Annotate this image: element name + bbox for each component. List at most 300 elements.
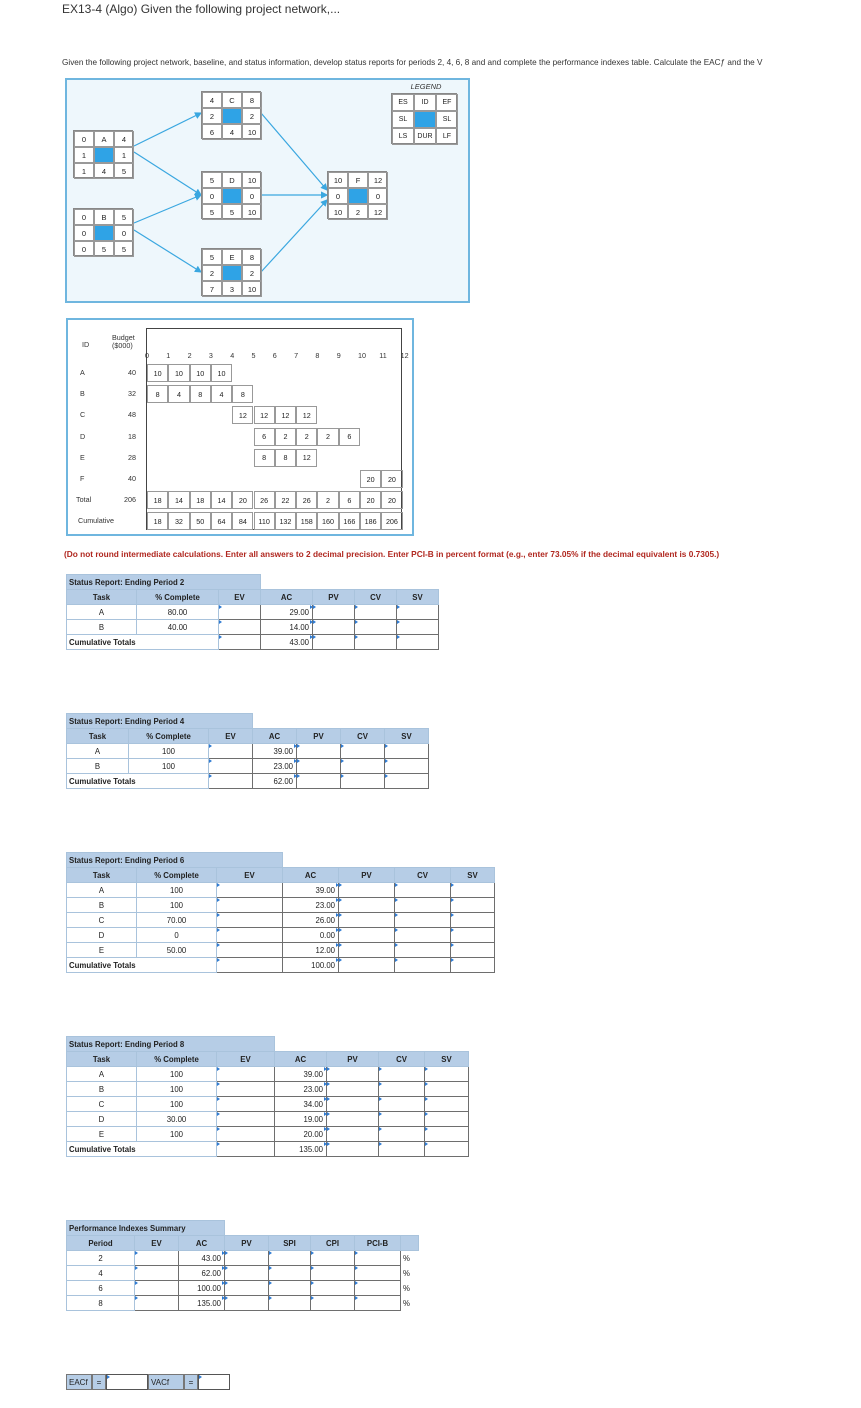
pv-input[interactable] [327, 1127, 379, 1142]
ev-input[interactable] [217, 1127, 275, 1142]
sv-input[interactable] [385, 744, 429, 759]
status-report-caption: Status Report: Ending Period 2 [67, 575, 261, 590]
node-center-swatch [348, 188, 368, 204]
legend-cell: EF [436, 94, 458, 111]
cv-input[interactable] [379, 1127, 425, 1142]
cumulative-cell: 158 [296, 512, 317, 530]
node-cell: 12 [368, 172, 388, 188]
period-tick: 6 [272, 351, 277, 360]
sv-input[interactable] [425, 1127, 469, 1142]
node-center-swatch [94, 147, 114, 163]
sv-input[interactable] [425, 1082, 469, 1097]
cv-input[interactable] [341, 744, 385, 759]
network-node-f [327, 171, 387, 219]
task-id: A [67, 605, 137, 620]
percent-sign: % [403, 1268, 410, 1278]
period-tick: 10 [358, 351, 366, 360]
column-header-pv: PV [225, 1236, 269, 1251]
pcib-input[interactable] [355, 1281, 401, 1296]
node-cell: 4 [222, 124, 242, 140]
node-cell: 5 [202, 204, 222, 220]
task-id: B [67, 898, 137, 913]
total-ac-value: 43.00 [261, 635, 313, 650]
budget-cell: 12 [296, 406, 317, 424]
node-cell: 8 [242, 249, 262, 265]
node-center-swatch [94, 225, 114, 241]
cumulative-cell: 186 [360, 512, 381, 530]
column-header-pcib: PCI-B [355, 1236, 401, 1251]
ac-value: 43.00 [179, 1251, 225, 1266]
percent-complete: 100 [129, 759, 209, 774]
legend-title: LEGEND [410, 82, 442, 91]
node-cell: D [222, 172, 242, 188]
node-cell: 8 [242, 92, 262, 108]
column-header-sv: SV [425, 1052, 469, 1067]
node-cell: 0 [74, 225, 94, 241]
percent-complete: 100 [137, 1097, 217, 1112]
spi-input[interactable] [269, 1251, 311, 1266]
ac-value: 23.00 [275, 1082, 327, 1097]
budget-cell: 8 [232, 385, 253, 403]
arrow-b-e [134, 230, 201, 272]
sv-input[interactable] [425, 1097, 469, 1112]
node-cell: 4 [114, 131, 134, 147]
period-tick: 5 [251, 351, 256, 360]
cumulative-cell: 110 [254, 512, 275, 530]
budget-row-amount: 40 [128, 368, 136, 377]
project-network-diagram [65, 78, 470, 303]
cv-input[interactable] [379, 1112, 425, 1127]
cv-input[interactable] [395, 883, 451, 898]
task-id: D [67, 1112, 137, 1127]
ac-value: 135.00 [179, 1296, 225, 1311]
budget-row-amount: 32 [128, 389, 136, 399]
period-tick: 7 [294, 351, 299, 360]
cumulative-totals-label: Cumulative Totals [67, 635, 219, 650]
node-cell: 6 [202, 124, 222, 140]
percent-sign: % [403, 1253, 410, 1263]
period-tick: 4 [230, 351, 235, 360]
column-header-pv: PV [327, 1052, 379, 1067]
node-cell: 2 [202, 265, 222, 281]
column-header-ac: AC [179, 1236, 225, 1251]
spi-input[interactable] [269, 1266, 311, 1281]
node-cell: A [94, 131, 114, 147]
instructions-note: (Do not round intermediate calculations. Enter all answers to 2 decimal precision. Enter PCI-B in percent format (e.g., enter 73.05% if the decimal equivalent is 0.7305.) [64, 549, 720, 559]
arrow-e-f [261, 200, 327, 272]
percent-complete: 50.00 [137, 943, 217, 958]
pv-input[interactable] [313, 620, 355, 635]
cpi-input[interactable] [311, 1266, 355, 1281]
ac-value: 26.00 [283, 913, 339, 928]
column-header-cpi: CPI [311, 1236, 355, 1251]
status-report-caption: Status Report: Ending Period 6 [67, 853, 283, 868]
total-sv-input[interactable] [397, 635, 439, 650]
sv-input[interactable] [451, 898, 495, 913]
spi-input[interactable] [269, 1296, 311, 1311]
total-pv-input[interactable] [297, 774, 341, 789]
budget-row-amount: 48 [128, 410, 136, 420]
node-cell: 5 [202, 249, 222, 265]
task-id: B [67, 759, 129, 774]
table-row [67, 744, 429, 759]
column-header-period: Period [67, 1236, 135, 1251]
network-node-d [201, 171, 261, 219]
node-cell: F [348, 172, 368, 188]
sv-input[interactable] [451, 913, 495, 928]
ev-input[interactable] [217, 1067, 275, 1082]
total-cv-input[interactable] [341, 774, 385, 789]
table-row [67, 1251, 419, 1266]
ac-value: 20.00 [275, 1127, 327, 1142]
ev-input[interactable] [217, 883, 283, 898]
pv-input[interactable] [225, 1251, 269, 1266]
pv-input[interactable] [313, 605, 355, 620]
budget-row-id: Total [76, 495, 92, 505]
cpi-input[interactable] [311, 1296, 355, 1311]
node-cell: B [94, 209, 114, 225]
column-header-pct: % Complete [137, 868, 217, 883]
cv-input[interactable] [355, 620, 397, 635]
budget-amount-header: Budget ($000) [112, 333, 135, 350]
total-sv-input[interactable] [425, 1142, 469, 1157]
sv-input[interactable] [451, 943, 495, 958]
total-ev-input[interactable] [209, 774, 253, 789]
total-sv-input[interactable] [451, 958, 495, 973]
node-cell: 5 [114, 241, 134, 257]
percent-complete: 100 [137, 1127, 217, 1142]
budget-id-header: ID [82, 340, 90, 349]
status-report-period-2 [66, 574, 439, 650]
table-row [67, 1112, 469, 1127]
percent-complete: 100 [137, 1067, 217, 1082]
budget-cell: 22 [275, 491, 296, 509]
period-value: 8 [67, 1296, 135, 1311]
ev-input[interactable] [219, 620, 261, 635]
budget-cell: 8 [275, 449, 296, 467]
node-cell: 10 [242, 124, 262, 140]
percent-complete: 30.00 [137, 1112, 217, 1127]
period-tick: 12 [400, 351, 409, 360]
budget-cell: 8 [190, 385, 211, 403]
budget-cell: 14 [211, 491, 232, 509]
ev-input[interactable] [135, 1251, 179, 1266]
arrow-c-f [261, 113, 327, 190]
cumulative-totals-label: Cumulative Totals [67, 774, 209, 789]
period-value: 4 [67, 1266, 135, 1281]
cv-input[interactable] [379, 1097, 425, 1112]
performance-caption: Performance Indexes Summary [67, 1221, 225, 1236]
budget-cell: 2 [275, 428, 296, 446]
pv-input[interactable] [327, 1067, 379, 1082]
pv-input[interactable] [327, 1082, 379, 1097]
total-ev-input[interactable] [217, 1142, 275, 1157]
period-tick: 2 [187, 351, 192, 360]
column-header-sv: SV [385, 729, 429, 744]
budget-cell: 6 [339, 491, 360, 509]
column-header-task: Task [67, 729, 129, 744]
cumulative-cell: 32 [168, 512, 189, 530]
legend-cell: LF [436, 128, 458, 145]
column-header-ac: AC [261, 590, 313, 605]
cpi-input[interactable] [311, 1281, 355, 1296]
network-node-c [201, 91, 261, 139]
pv-input[interactable] [339, 883, 395, 898]
budget-row-id: F [80, 474, 85, 483]
column-header-spi: SPI [269, 1236, 311, 1251]
period-tick: 11 [379, 351, 387, 360]
node-cell: 1 [114, 147, 134, 163]
budget-cell: 8 [254, 449, 275, 467]
pv-input[interactable] [327, 1112, 379, 1127]
status-report-period-8 [66, 1036, 469, 1157]
percent-sign: % [403, 1298, 410, 1308]
arrow-a-c [134, 113, 201, 146]
sv-input[interactable] [397, 605, 439, 620]
sv-input[interactable] [385, 759, 429, 774]
ev-input[interactable] [219, 605, 261, 620]
cpi-input[interactable] [311, 1251, 355, 1266]
pv-input[interactable] [339, 913, 395, 928]
pv-input[interactable] [297, 759, 341, 774]
total-ev-input[interactable] [219, 635, 261, 650]
table-row [67, 1067, 469, 1082]
task-id: C [67, 1097, 137, 1112]
cumulative-cell: 166 [339, 512, 360, 530]
task-id: A [67, 883, 137, 898]
ev-input[interactable] [209, 744, 253, 759]
period-tick: 3 [208, 351, 213, 360]
task-id: A [67, 744, 129, 759]
ac-value: 39.00 [283, 883, 339, 898]
node-cell: 5 [94, 241, 114, 257]
node-cell: 5 [114, 163, 134, 179]
pcib-input[interactable] [355, 1266, 401, 1281]
task-id: E [67, 943, 137, 958]
budget-cell: 26 [296, 491, 317, 509]
problem-instructions: Given the following project network, baseline, and status information, develop status reports for periods 2, 4, 6, 8 and and complete the performance indexes table. Calculate the EACƒ and the V [62, 58, 763, 67]
budget-cell: 18 [190, 491, 211, 509]
cv-input[interactable] [355, 605, 397, 620]
column-header-pct: % Complete [129, 729, 209, 744]
sv-input[interactable] [425, 1067, 469, 1082]
eac-input[interactable] [106, 1374, 148, 1390]
ev-input[interactable] [209, 759, 253, 774]
cv-input[interactable] [341, 759, 385, 774]
budget-cell: 2 [317, 491, 338, 509]
cumulative-cell: 50 [190, 512, 211, 530]
percent-complete: 70.00 [137, 913, 217, 928]
ev-input[interactable] [217, 928, 283, 943]
node-cell: 3 [222, 281, 242, 297]
sv-input[interactable] [451, 928, 495, 943]
period-tick: 8 [315, 351, 320, 360]
table-row [67, 928, 495, 943]
eac-equals: = [92, 1374, 106, 1390]
ev-input[interactable] [217, 898, 283, 913]
status-report-period-4 [66, 713, 429, 789]
vac-input[interactable] [198, 1374, 230, 1390]
period-tick: 0 [145, 351, 149, 360]
column-header-ev: EV [209, 729, 253, 744]
budget-cell: 8 [147, 385, 168, 403]
budget-cell: 20 [360, 470, 381, 488]
pv-input[interactable] [339, 943, 395, 958]
total-cv-input[interactable] [355, 635, 397, 650]
legend-cell: ES [392, 94, 414, 111]
ev-input[interactable] [217, 1082, 275, 1097]
task-id: B [67, 620, 137, 635]
pv-input[interactable] [327, 1097, 379, 1112]
total-pv-input[interactable] [313, 635, 355, 650]
budget-cell: 14 [168, 491, 189, 509]
column-header-ac: AC [253, 729, 297, 744]
column-header-ev: EV [219, 590, 261, 605]
node-cell: 10 [328, 204, 348, 220]
percent-complete: 40.00 [137, 620, 219, 635]
column-header-pct: % Complete [137, 1052, 217, 1067]
budget-row-amount: 206 [124, 495, 136, 505]
legend [391, 82, 461, 144]
pv-input[interactable] [225, 1281, 269, 1296]
pv-input[interactable] [225, 1266, 269, 1281]
pv-input[interactable] [339, 898, 395, 913]
percent-sign: % [403, 1283, 410, 1293]
task-id: A [67, 1067, 137, 1082]
cv-input[interactable] [379, 1082, 425, 1097]
budget-row-id: B [80, 389, 85, 399]
node-cell: 10 [328, 172, 348, 188]
task-id: C [67, 913, 137, 928]
total-ev-input[interactable] [217, 958, 283, 973]
pv-input[interactable] [339, 928, 395, 943]
cumulative-label: Cumulative [78, 516, 114, 526]
column-header-ev: EV [135, 1236, 179, 1251]
cv-input[interactable] [395, 928, 451, 943]
legend-cell: DUR [414, 128, 436, 145]
cv-input[interactable] [395, 898, 451, 913]
budget-row-amount: 18 [128, 431, 136, 441]
column-header-ac: AC [283, 868, 339, 883]
table-row [67, 1296, 419, 1311]
budget-cell: 20 [360, 491, 381, 509]
cumulative-totals-label: Cumulative Totals [67, 1142, 217, 1157]
ev-input[interactable] [217, 1112, 275, 1127]
budget-row-id: C [80, 410, 86, 420]
spi-input[interactable] [269, 1281, 311, 1296]
node-cell: E [222, 249, 242, 265]
pcib-input[interactable] [355, 1251, 401, 1266]
total-pv-input[interactable] [339, 958, 395, 973]
total-cv-input[interactable] [379, 1142, 425, 1157]
cumulative-cell: 206 [381, 512, 402, 530]
column-header-task: Task [67, 1052, 137, 1067]
table-row [67, 605, 439, 620]
eac-label: EACf [66, 1374, 92, 1390]
vac-equals: = [184, 1374, 198, 1390]
arrow-b-d [134, 195, 201, 223]
total-ac-value: 135.00 [275, 1142, 327, 1157]
ev-input[interactable] [135, 1281, 179, 1296]
ev-input[interactable] [135, 1296, 179, 1311]
legend-node [391, 93, 457, 144]
sv-input[interactable] [425, 1112, 469, 1127]
budget-cell: 20 [381, 491, 402, 509]
network-node-e [201, 248, 261, 296]
ac-value: 23.00 [253, 759, 297, 774]
table-row [67, 913, 495, 928]
table-row [67, 898, 495, 913]
node-center-swatch [222, 188, 242, 204]
node-cell: 0 [242, 188, 262, 204]
cumulative-totals-label: Cumulative Totals [67, 958, 217, 973]
pv-input[interactable] [225, 1296, 269, 1311]
total-pv-input[interactable] [327, 1142, 379, 1157]
percent-complete: 100 [137, 1082, 217, 1097]
node-cell: 10 [242, 281, 262, 297]
legend-center-swatch [414, 111, 436, 128]
network-node-b [73, 208, 133, 256]
task-id: E [67, 1127, 137, 1142]
node-cell: 4 [202, 92, 222, 108]
budget-cell: 6 [339, 428, 360, 446]
cv-input[interactable] [395, 943, 451, 958]
sv-input[interactable] [451, 883, 495, 898]
ev-input[interactable] [217, 913, 283, 928]
page-title: EX13-4 (Algo) Given the following project network,... [62, 2, 341, 16]
ac-value: 14.00 [261, 620, 313, 635]
column-header-pv: PV [339, 868, 395, 883]
ev-input[interactable] [217, 943, 283, 958]
period-value: 2 [67, 1251, 135, 1266]
period-tick: 9 [336, 351, 341, 360]
table-row [67, 1127, 469, 1142]
node-cell: 0 [368, 188, 388, 204]
budget-cell: 12 [232, 406, 253, 424]
node-cell: 5 [222, 204, 242, 220]
node-cell: 1 [74, 163, 94, 179]
performance-indexes-summary [66, 1220, 419, 1311]
pcib-input[interactable] [355, 1296, 401, 1311]
total-sv-input[interactable] [385, 774, 429, 789]
network-node-a [73, 130, 133, 178]
budget-cell: 2 [296, 428, 317, 446]
cumulative-cell: 18 [147, 512, 168, 530]
node-cell: 10 [242, 172, 262, 188]
budget-row-amount: 40 [128, 474, 136, 483]
budget-cell: 20 [381, 470, 402, 488]
cv-input[interactable] [379, 1067, 425, 1082]
ac-value: 0.00 [283, 928, 339, 943]
node-cell: 7 [202, 281, 222, 297]
task-id: B [67, 1082, 137, 1097]
pv-input[interactable] [297, 744, 341, 759]
ev-input[interactable] [217, 1097, 275, 1112]
node-cell: 0 [328, 188, 348, 204]
cv-input[interactable] [395, 913, 451, 928]
ev-input[interactable] [135, 1266, 179, 1281]
table-row [67, 1266, 419, 1281]
budget-cell: 10 [147, 364, 168, 382]
sv-input[interactable] [397, 620, 439, 635]
budget-row-amount: 28 [128, 452, 136, 462]
column-header-task: Task [67, 868, 137, 883]
table-row [67, 1082, 469, 1097]
cumulative-cell: 132 [275, 512, 296, 530]
total-ac-value: 100.00 [283, 958, 339, 973]
node-cell: 10 [242, 204, 262, 220]
total-cv-input[interactable] [395, 958, 451, 973]
